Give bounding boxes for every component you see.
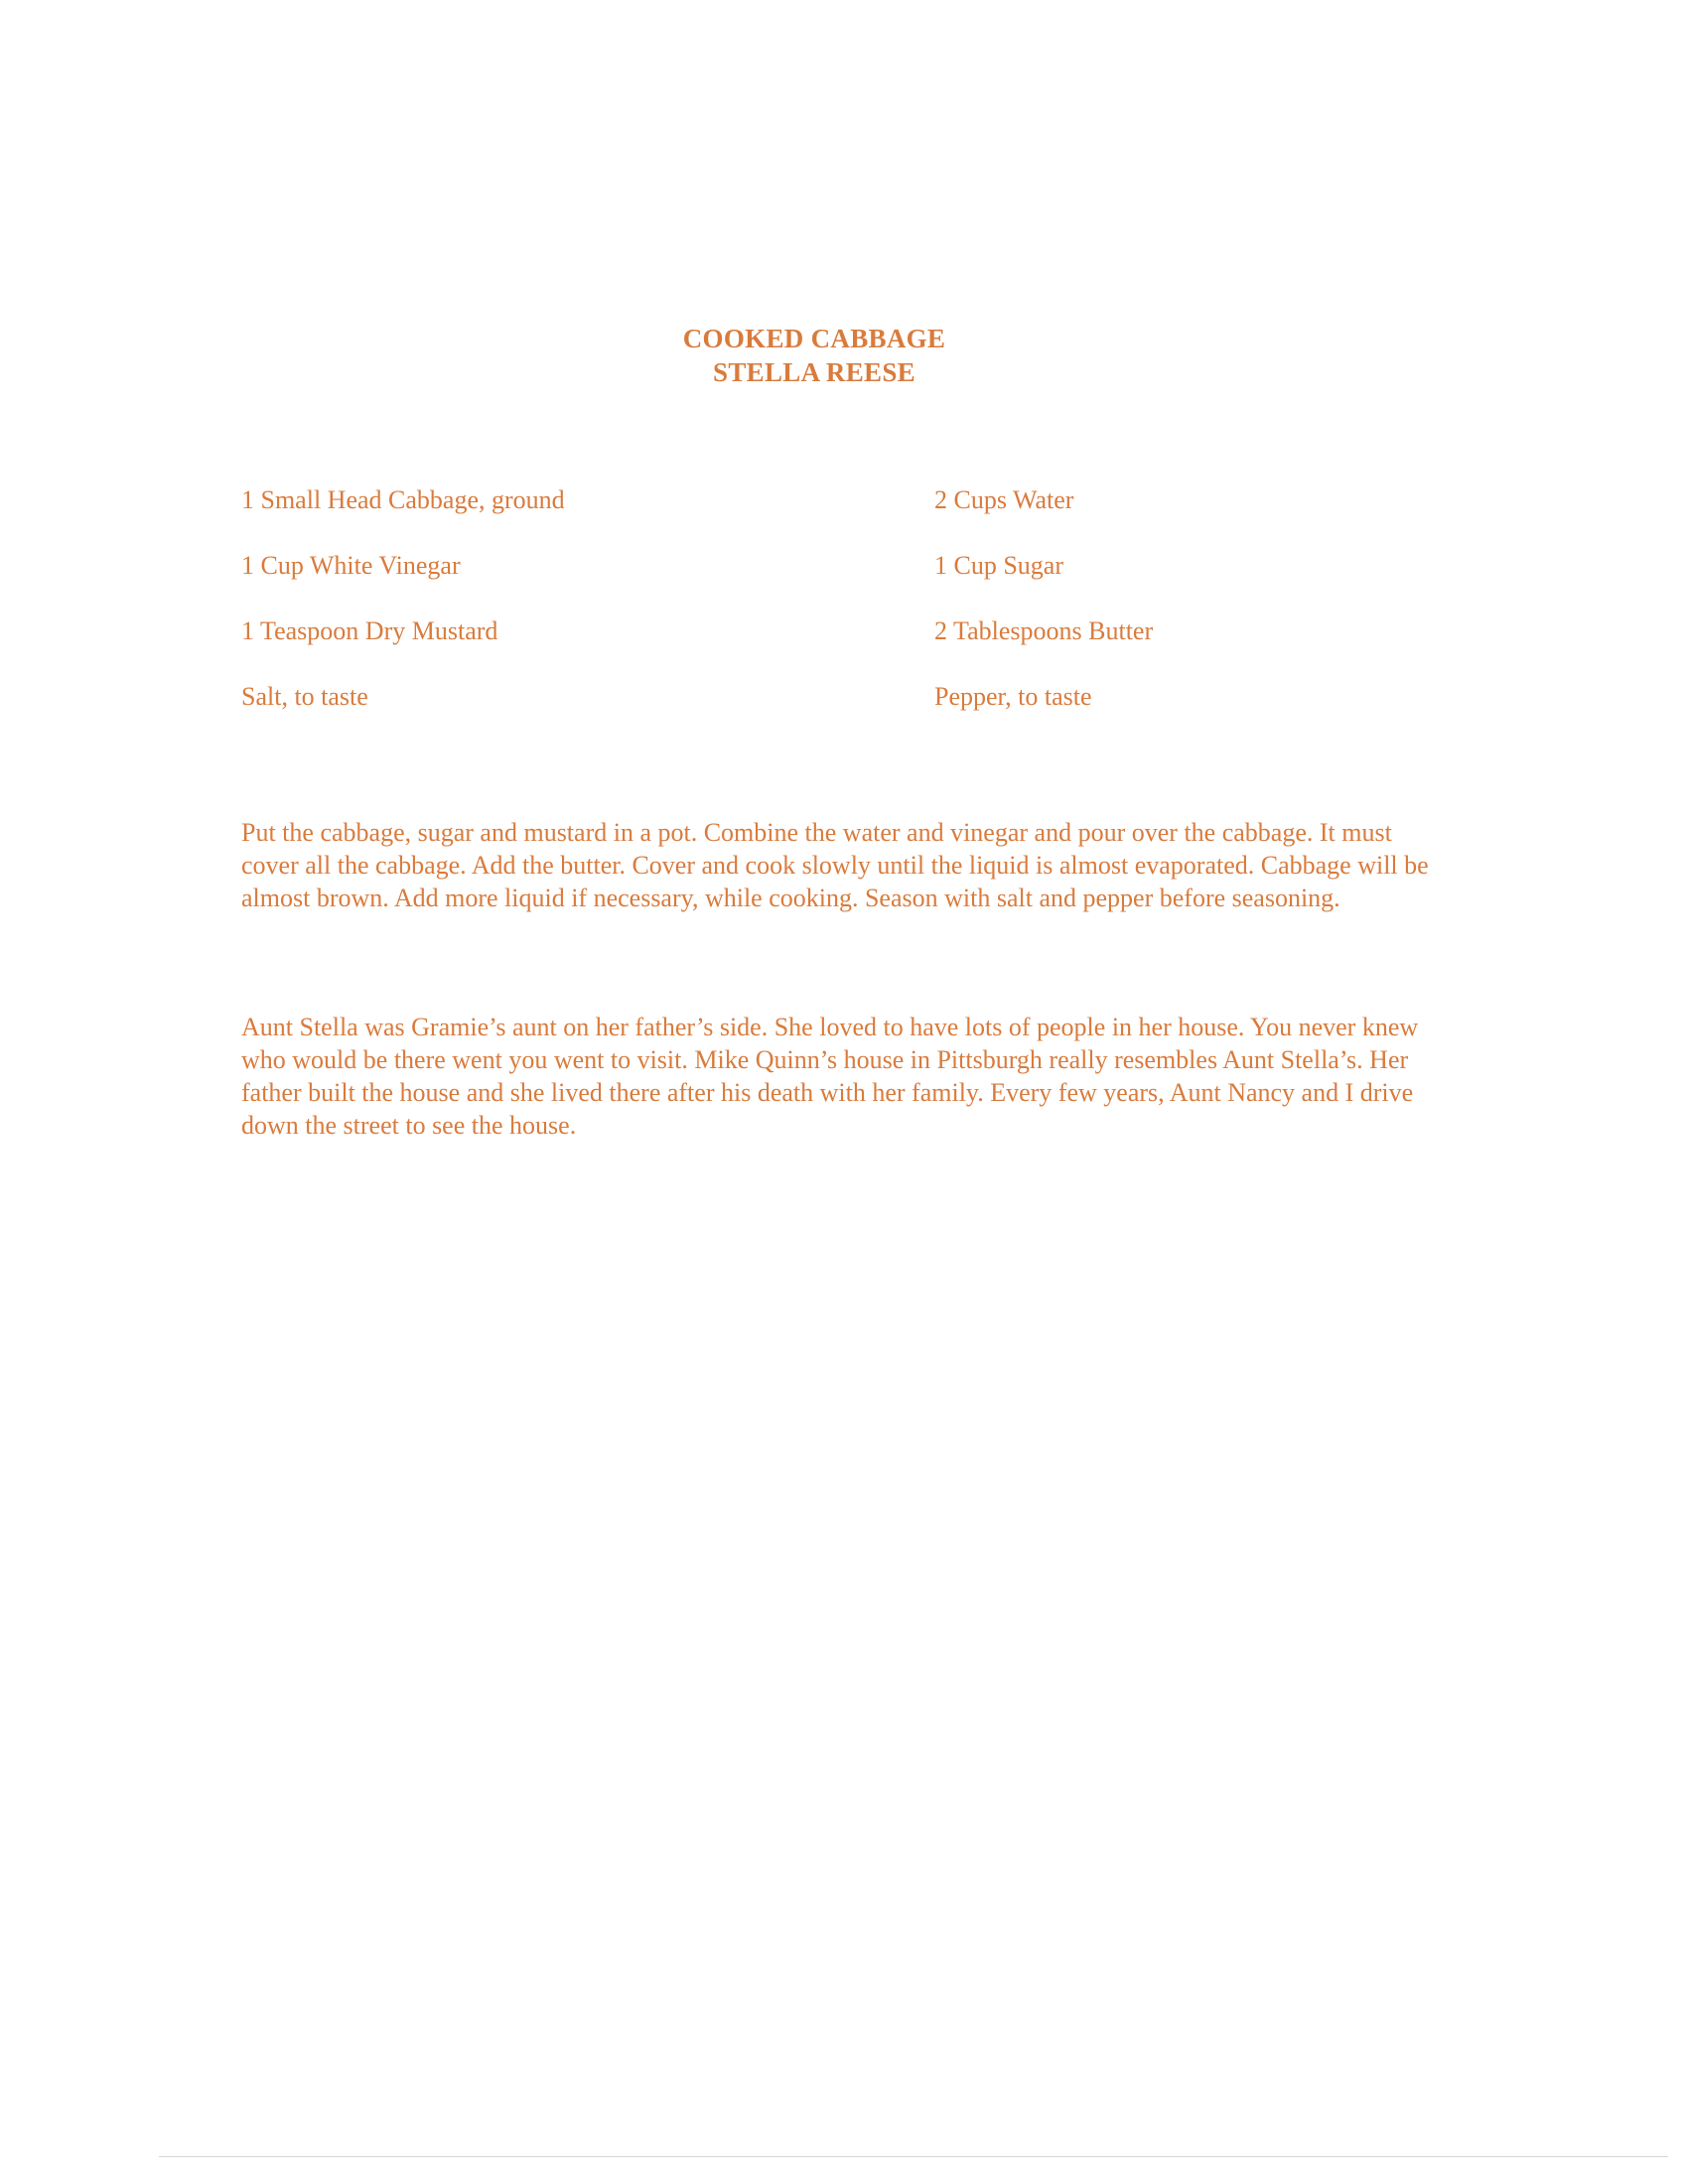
directions-paragraph: Put the cabbage, sugar and mustard in a pot. Combine the water and vinegar and pour over the cabbage. It must cover all the cabbage. Add the butter. Cover and cook slowly until the liquid is almost evaporated. Cabbage will be almost brown. Add more liquid if necessary, while cooking. Season with salt and pepper before seasoning.	[241, 818, 1429, 912]
ingredient-item: 1 Cup Sugar	[934, 551, 1063, 580]
recipe-author: STELLA REESE	[713, 357, 915, 387]
ingredient-item: Salt, to taste	[241, 682, 368, 711]
family-story-paragraph: Aunt Stella was Gramie’s aunt on her father’s side. She loved to have lots of people in her house. You never knew who would be there went you went to visit. Mike Quinn’s house in Pittsburgh really resembles Aunt Stella’s. Her father built the house and she lived there after his death with her family. Every few years, Aunt Nancy and I drive down the street to see the house.	[241, 1013, 1419, 1140]
recipe-header	[0, 322, 1628, 389]
ingredient-row	[241, 681, 1433, 747]
page-bottom-edge	[159, 2156, 1668, 2157]
ingredient-item: Pepper, to taste	[934, 682, 1092, 711]
ingredient-row	[241, 615, 1433, 681]
ingredients-list	[241, 484, 1433, 747]
ingredient-item: 1 Small Head Cabbage, ground	[241, 485, 565, 514]
ingredient-item: 2 Tablespoons Butter	[934, 616, 1154, 645]
ingredient-row	[241, 550, 1433, 615]
recipe-title: COOKED CABBAGE	[682, 324, 946, 353]
ingredient-item: 2 Cups Water	[934, 485, 1074, 514]
ingredient-row	[241, 484, 1433, 550]
ingredient-item: 1 Teaspoon Dry Mustard	[241, 616, 498, 645]
ingredient-item: 1 Cup White Vinegar	[241, 551, 461, 580]
